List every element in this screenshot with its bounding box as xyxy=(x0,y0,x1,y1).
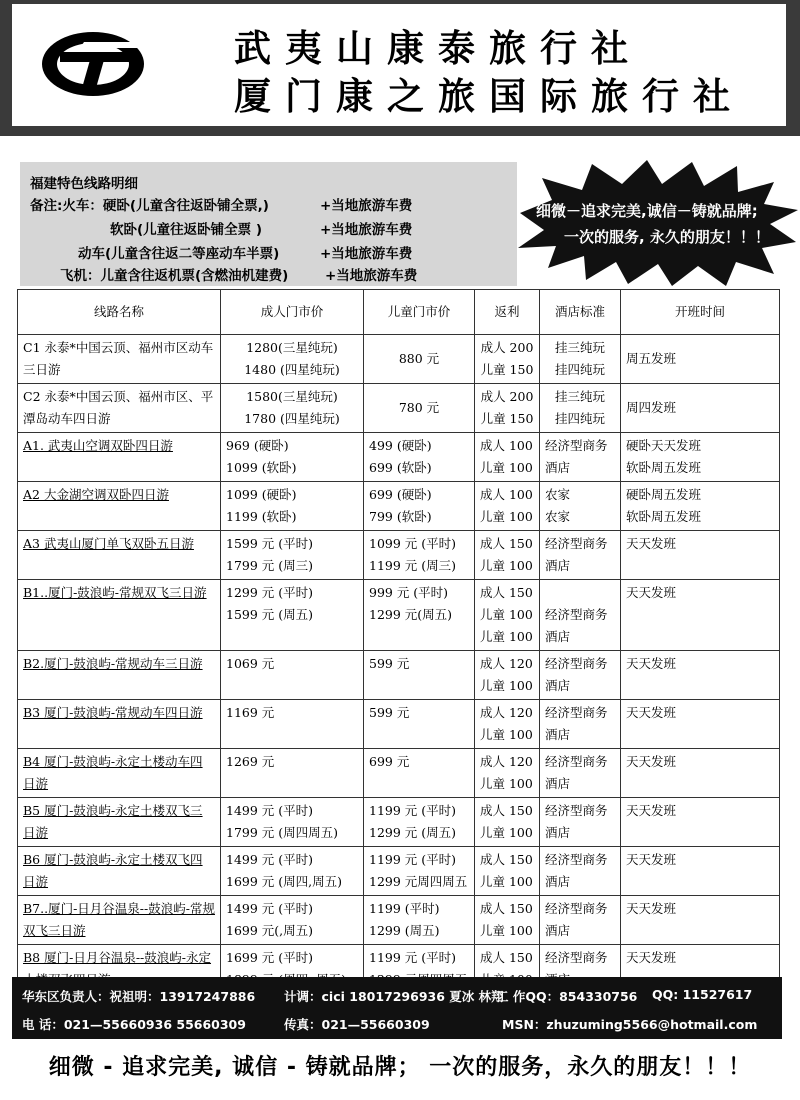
cell-child: 599 元 xyxy=(364,651,475,700)
note-bullet-train: 动车(儿童含往返二等座动车半票) xyxy=(78,246,280,262)
cell-route: B6 厦门-鼓浪屿-永定土楼双飞四日游 xyxy=(18,847,221,896)
cell-schedule: 周五发班 xyxy=(621,335,780,384)
cell-rebate: 成人 120 儿童 100 xyxy=(475,749,540,798)
cell-rebate: 成人 150 儿童 100 xyxy=(475,896,540,945)
note-train-hard: 备注:火车：硬卧(儿童含往返卧铺全票,) xyxy=(30,198,269,214)
cell-hotel: 农家 农家 xyxy=(540,482,621,531)
note-bullet-train-fee: +当地旅游车费 xyxy=(320,246,413,262)
cell-schedule: 天天发班 xyxy=(621,700,780,749)
cell-hotel: 经济型商务 酒店 xyxy=(540,749,621,798)
cell-hotel: 经济型商务 酒店 xyxy=(540,896,621,945)
note-train-soft: 软卧(儿童往返卧铺全票 ) xyxy=(110,222,263,238)
cell-rebate: 成人 100 儿童 100 xyxy=(475,482,540,531)
cell-schedule: 天天发班 xyxy=(621,945,780,994)
burst-line1: 细微－追求完美,诚信－铸就品牌; xyxy=(536,202,758,220)
cell-adult: 1069 元 xyxy=(221,651,364,700)
col-schedule: 开班时间 xyxy=(621,290,780,335)
cell-child: 999 元 (平时) 1299 元(周五) xyxy=(364,580,475,651)
route-price-table xyxy=(17,289,780,994)
cell-rebate: 成人 150 儿童 100 儿童 100 xyxy=(475,580,540,651)
cell-adult: 1580(三星纯玩) 1780 (四星纯玩) xyxy=(221,384,364,433)
cell-child: 699 (硬卧) 799 (软卧) xyxy=(364,482,475,531)
table-row xyxy=(18,798,780,847)
cell-child: 1199 (平时) 1299 (周五) xyxy=(364,896,475,945)
cell-route: B1..厦门-鼓浪屿-常规双飞三日游 xyxy=(18,580,221,651)
contact-manager: 华东区负责人：祝祖明：13917247886 xyxy=(22,989,256,1004)
cell-schedule: 天天发班 xyxy=(621,798,780,847)
cell-route: B2.厦门-鼓浪屿-常规动车三日游 xyxy=(18,651,221,700)
cell-schedule: 天天发班 xyxy=(621,580,780,651)
cell-adult: 969 (硬卧) 1099 (软卧) xyxy=(221,433,364,482)
cell-child: 1199 元 (平时) 1299 元 (周五) xyxy=(364,798,475,847)
cell-route: C2 永泰*中国云顶、福州市区、平潭岛动车四日游 xyxy=(18,384,221,433)
note-plane-fee: +当地旅游车费 xyxy=(325,268,418,284)
col-rebate: 返利 xyxy=(475,290,540,335)
cell-schedule: 天天发班 xyxy=(621,651,780,700)
cell-hotel: 经济型商务 酒店 xyxy=(540,847,621,896)
cell-schedule: 天天发班 xyxy=(621,749,780,798)
cell-schedule: 硬卧周五发班 软卧周五发班 xyxy=(621,482,780,531)
cell-schedule: 硬卧天天发班 软卧周五发班 xyxy=(621,433,780,482)
table-row xyxy=(18,896,780,945)
contact-work-qq: 工 作QQ：854330756 xyxy=(496,989,638,1004)
cell-hotel: 经济型商务 酒店 xyxy=(540,651,621,700)
table-row xyxy=(18,531,780,580)
note-train-hard-fee: +当地旅游车费 xyxy=(320,198,413,214)
agency-title-xiamen: 厦门康之旅国际旅行社 xyxy=(234,75,744,118)
cell-child: 1099 元 (平时) 1199 元 (周三) xyxy=(364,531,475,580)
cell-route: B7..厦门-日月谷温泉--鼓浪屿-常规双飞三日游 xyxy=(18,896,221,945)
cell-child: 499 (硬卧) 699 (软卧) xyxy=(364,433,475,482)
agency-title-wuyishan: 武夷山康泰旅行社 xyxy=(234,27,642,70)
cell-rebate: 成人 100 儿童 100 xyxy=(475,433,540,482)
cell-rebate: 成人 120 儿童 100 xyxy=(475,700,540,749)
table-row xyxy=(18,580,780,651)
cell-rebate: 成人 150 xyxy=(475,945,540,994)
company-logo xyxy=(40,30,146,98)
table-row xyxy=(18,433,780,482)
cell-adult: 1499 元 (平时) 1699 元(,周五) xyxy=(221,896,364,945)
cell-route: B5 厦门-鼓浪屿-永定土楼双飞三日游 xyxy=(18,798,221,847)
cell-route: B4 厦门-鼓浪屿-永定土楼动车四日游 xyxy=(18,749,221,798)
table-row xyxy=(18,700,780,749)
contact-phone: 电 话：021—55660936 55660309 xyxy=(22,1017,246,1032)
cell-hotel: 经济型商务 酒店 xyxy=(540,580,621,651)
cell-schedule: 周四发班 xyxy=(621,384,780,433)
note-plane: 飞机：儿童含往返机票(含燃油机建费) xyxy=(60,268,289,284)
cell-hotel: 经济型商务 酒店 xyxy=(540,531,621,580)
cell-hotel: 挂三纯玩 挂四纯玩 xyxy=(540,384,621,433)
cell-schedule: 天天发班 xyxy=(621,531,780,580)
cell-child: 880 元 xyxy=(364,335,475,384)
cell-child: 699 元 xyxy=(364,749,475,798)
cell-hotel: 经济型商务 酒店 xyxy=(540,798,621,847)
cell-adult: 1280(三星纯玩) 1480 (四星纯玩) xyxy=(221,335,364,384)
slogan-starburst xyxy=(512,158,800,288)
cell-adult: 1499 元 (平时) 1699 元 (周四,周五) xyxy=(221,847,364,896)
cell-child: 599 元 xyxy=(364,700,475,749)
cell-schedule: 天天发班 xyxy=(621,896,780,945)
cell-adult: 1599 元 (平时) 1799 元 (周三) xyxy=(221,531,364,580)
cell-adult: 1269 元 xyxy=(221,749,364,798)
cell-rebate: 成人 150 儿童 100 xyxy=(475,531,540,580)
table-row xyxy=(18,384,780,433)
cell-adult: 1099 (硬卧) 1199 (软卧) xyxy=(221,482,364,531)
cell-route: A1. 武夷山空调双卧四日游 xyxy=(18,433,221,482)
contact-fax: 传真：021—55660309 xyxy=(284,1017,430,1032)
note-train-soft-fee: +当地旅游车费 xyxy=(320,222,413,238)
cell-hotel: 经济型商务 酒店 xyxy=(540,700,621,749)
table-row xyxy=(18,651,780,700)
header xyxy=(12,4,786,126)
table-row xyxy=(18,749,780,798)
notes-heading: 福建特色线路明细 xyxy=(30,176,138,192)
cell-route: B3 厦门-鼓浪屿-常规动车四日游 xyxy=(18,700,221,749)
cell-hotel: 经济型商务 xyxy=(540,945,621,994)
table-row xyxy=(18,847,780,896)
table-row xyxy=(18,335,780,384)
cell-schedule: 天天发班 xyxy=(621,847,780,896)
cell-rebate: 成人 120 儿童 100 xyxy=(475,651,540,700)
col-child-price: 儿童门市价 xyxy=(364,290,475,335)
contact-bar xyxy=(12,977,782,1039)
cell-adult: 1699 元 (平时) xyxy=(221,945,364,994)
cell-route: B8 厦门-日月谷温泉--鼓浪屿-永定 xyxy=(18,945,221,994)
cell-hotel: 挂三纯玩 挂四纯玩 xyxy=(540,335,621,384)
footer-slogan: 细微 - 追求完美, 诚信 - 铸就品牌； 一次的服务，永久的朋友！！！ xyxy=(48,1055,752,1080)
cell-hotel: 经济型商务 酒店 xyxy=(540,433,621,482)
table-row xyxy=(18,482,780,531)
cell-rebate: 成人 150 儿童 100 xyxy=(475,847,540,896)
cell-adult: 1299 元 (平时) 1599 元 (周五) xyxy=(221,580,364,651)
contact-dispatch: 计调：cici 18017296936 夏冰 林翔 xyxy=(284,989,504,1004)
col-route: 线路名称 xyxy=(18,290,221,335)
cell-adult: 1499 元 (平时) 1799 元 (周四周五) xyxy=(221,798,364,847)
table-header-row xyxy=(18,290,780,335)
notes-panel xyxy=(20,162,517,286)
cell-rebate: 成人 150 儿童 100 xyxy=(475,798,540,847)
cell-rebate: 成人 200 儿童 150 xyxy=(475,335,540,384)
col-hotel: 酒店标准 xyxy=(540,290,621,335)
cell-child: 780 元 xyxy=(364,384,475,433)
cell-adult: 1169 元 xyxy=(221,700,364,749)
cell-route: A2 大金湖空调双卧四日游 xyxy=(18,482,221,531)
cell-route: C1 永泰*中国云顶、福州市区动车三日游 xyxy=(18,335,221,384)
contact-qq: QQ: 11527617 xyxy=(652,987,753,1002)
cell-child: 1199 元 (平时) 1299 元周四周五 xyxy=(364,847,475,896)
contact-msn: MSN：zhuzuming5566@hotmail.com xyxy=(502,1017,758,1032)
cell-rebate: 成人 200 儿童 150 xyxy=(475,384,540,433)
burst-line2: 一次的服务, 永久的朋友！！！ xyxy=(564,228,770,246)
cell-child: 1199 元 (平时) xyxy=(364,945,475,994)
col-adult-price: 成人门市价 xyxy=(221,290,364,335)
cell-route: A3 武夷山厦门单飞双卧五日游 xyxy=(18,531,221,580)
